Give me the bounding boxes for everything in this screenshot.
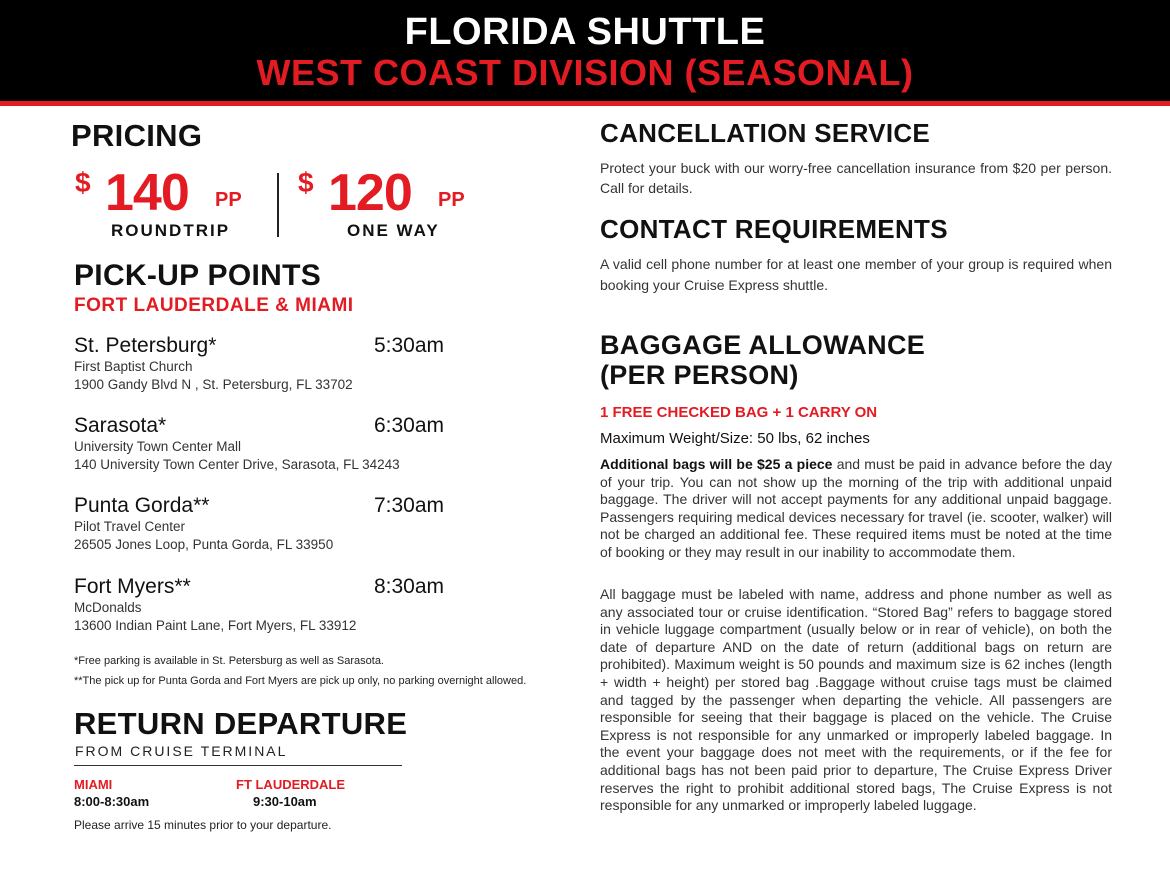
baggage-heading-line1: BAGGAGE ALLOWANCE [600, 330, 926, 360]
price-roundtrip-amount: 140 [105, 164, 189, 222]
pickup-heading: PICK-UP POINTS [74, 259, 322, 292]
price-roundtrip [75, 163, 275, 223]
location-address: 26505 Jones Loop, Punta Gorda, FL 33950 [74, 537, 334, 552]
baggage-max-size: Maximum Weight/Size: 50 lbs, 62 inches [600, 430, 870, 447]
location-venue: Pilot Travel Center [74, 519, 186, 534]
page-header [0, 0, 1170, 101]
price-roundtrip-unit: PP [215, 189, 242, 211]
price-oneway-dollar: $ [298, 167, 314, 198]
return-miami-time: 8:00-8:30am [74, 794, 150, 809]
price-oneway-label: ONE WAY [347, 221, 440, 240]
price-roundtrip-label: ROUNDTRIP [111, 221, 231, 240]
location-time: 6:30am [373, 414, 444, 437]
return-miami-label: MIAMI [74, 777, 113, 792]
header-divider [0, 101, 1170, 106]
header-subtitle: WEST COAST DIVISION (SEASONAL) [256, 52, 914, 93]
location-venue: First Baptist Church [74, 359, 193, 374]
location-time: 7:30am [373, 494, 444, 517]
location-address: 1900 Gandy Blvd N , St. Petersburg, FL 33702 [74, 377, 353, 392]
pickup-only-note: **The pick up for Punta Gorda and Fort Myers are pick up only, no parking overnight allowed. [74, 675, 527, 687]
baggage-additional-text [600, 456, 1112, 562]
pickup-location [74, 334, 444, 398]
location-venue: University Town Center Mall [74, 439, 242, 454]
header-title: FLORIDA SHUTTLE [404, 11, 766, 53]
location-name: St. Petersburg* [74, 334, 217, 357]
location-time: 5:30am [373, 334, 444, 357]
location-venue: McDonalds [74, 600, 142, 615]
cancellation-text: Protect your buck with our worry-free cancellation insurance from $20 per person. Call for details. [600, 160, 1112, 196]
baggage-heading-line2: (PER PERSON) [600, 360, 799, 390]
contact-text: A valid cell phone number for at least one member of your group is required when booking your Cruise Express shuttle. [600, 256, 1112, 293]
baggage-additional-fee: Additional bags will be $25 a piece [600, 456, 833, 472]
return-note: Please arrive 15 minutes prior to your departure. [74, 818, 332, 832]
pickup-location [74, 494, 444, 558]
pickup-location [74, 575, 444, 639]
return-ftl-label: FT LAUDERDALE [236, 777, 346, 792]
location-name: Punta Gorda** [74, 494, 210, 517]
price-oneway-amount: 120 [328, 164, 412, 222]
pricing-heading: PRICING [71, 118, 203, 153]
price-divider [277, 173, 279, 237]
cancellation-heading: CANCELLATION SERVICE [600, 118, 931, 148]
location-name: Fort Myers** [74, 575, 191, 598]
baggage-heading [600, 330, 925, 390]
price-oneway [298, 163, 498, 223]
parking-note: *Free parking is available in St. Petersburg as well as Sarasota. [74, 655, 384, 667]
contact-heading: CONTACT REQUIREMENTS [600, 214, 948, 244]
price-roundtrip-dollar: $ [75, 167, 91, 198]
return-subheading: FROM CRUISE TERMINAL [75, 743, 288, 759]
return-divider [74, 765, 402, 766]
location-address: 13600 Indian Paint Lane, Fort Myers, FL 33912 [74, 618, 357, 633]
location-time: 8:30am [373, 575, 444, 598]
location-address: 140 University Town Center Drive, Sarasota, FL 34243 [74, 457, 400, 472]
baggage-labeling-text: All baggage must be labeled with name, address and phone number as well as any associated tour or cruise identification. “Stored Bag” refers to baggage stored in vehicle luggage compartment (usually below or in rear of vehicle), on both the date of departure AND on the date of return (additional bags on return are prohibited). Maximum weight is 50 pounds and maximum size is 62 inches (length + width + height) per stored bag .Baggage without cruise tags must be claimed and tagged by the passenger when departing the vehicle. All passengers are responsible for seeing that their baggage is placed on the vehicle. The Cruise Express is not responsible for any unmarked or improperly labeled baggage. In the event your baggage does not meet with the requirements, or if the fee for additional bags has not been paid prior to departure, The Cruise Express Driver reserves the right to prohibit additional stored bags, The Cruise Express is not responsible for any unmarked or improperly labeled luggage. [600, 586, 1112, 814]
price-oneway-unit: PP [438, 189, 465, 211]
return-heading: RETURN DEPARTURE [74, 706, 408, 741]
baggage-free-allowance: 1 FREE CHECKED BAG + 1 CARRY ON [600, 404, 878, 421]
location-name: Sarasota* [74, 414, 167, 437]
pickup-subheading: FORT LAUDERDALE & MIAMI [74, 295, 354, 316]
baggage-additional-details: and must be paid in advance before the day of your trip. You can not show up the morning of the trip with additional unpaid baggage. The driver will not accept payments for any additional unpaid baggage. Passengers requiring medical devices necessary for travel (ie. scooter, walker) will not be charged an additional fee. These required items must be noted at the time of booking or they may result in our inability to accommodate them. [600, 456, 1112, 560]
return-ftl-time: 9:30-10am [253, 794, 317, 809]
pickup-location [74, 414, 444, 478]
